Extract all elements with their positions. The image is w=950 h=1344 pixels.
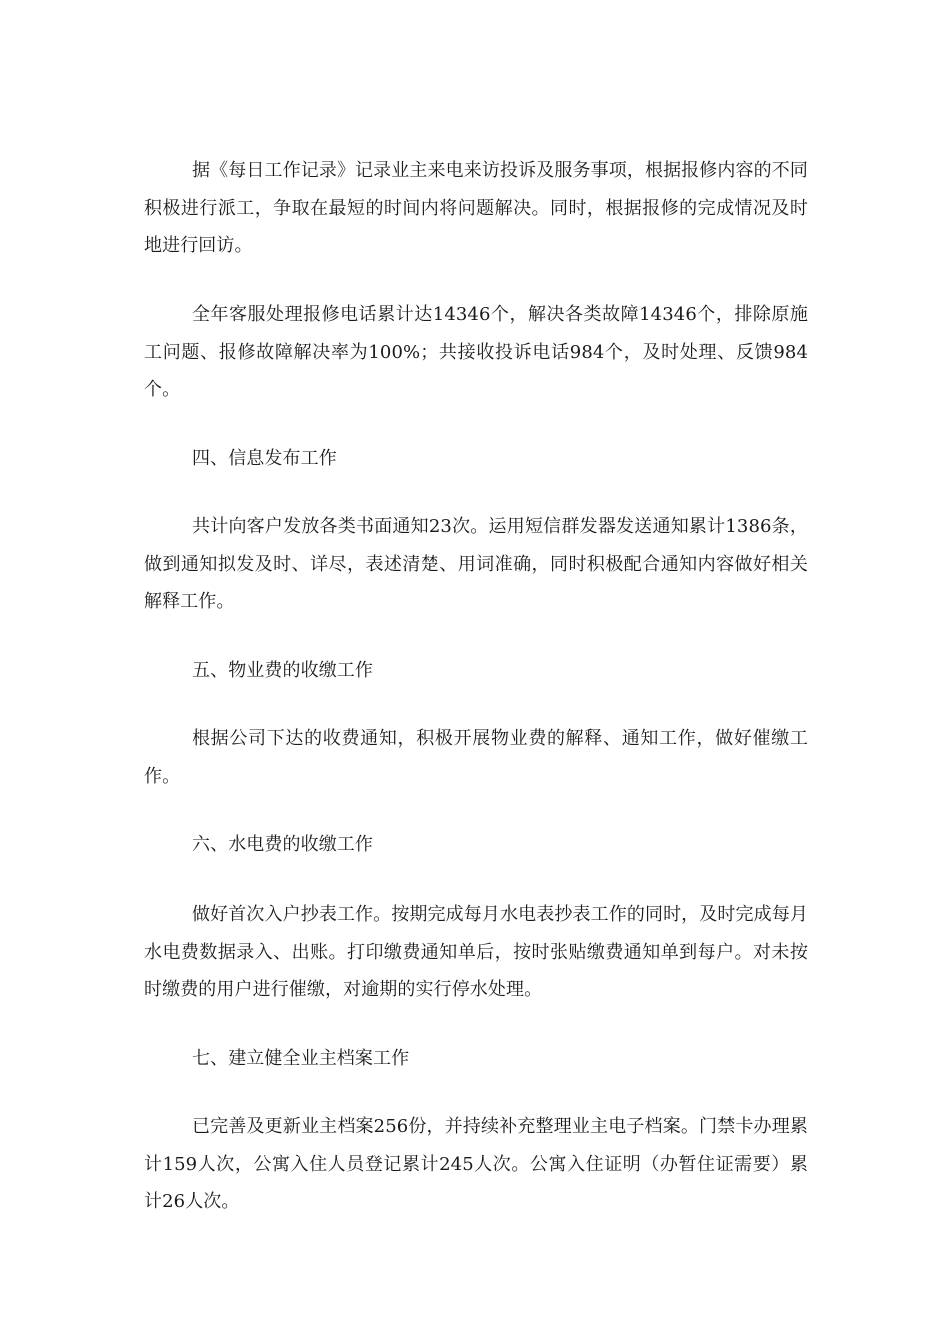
paragraph-owner-archives: 已完善及更新业主档案256份，并持续补充整理业主电子档案。门禁卡办理累计159人次，公寓入住人员登记累计245人次。公寓入住证明（办暂住证需要）累计26人次。 (144, 1116, 808, 1212)
paragraph-property-fee: 根据公司下达的收费通知，积极开展物业费的解释、通知工作，做好催缴工作。 (144, 728, 808, 787)
paragraph-utility-fee: 做好首次入户抄表工作。按期完成每月水电表抄表工作的同时，及时完成每月水电费数据录入、出账。打印缴费通知单后，按时张贴缴费通知单到每户。对未按时缴费的用户进行催缴，对逾期的实行停水处理。 (144, 904, 808, 1000)
heading-property-fee: 五、物业费的收缴工作 (192, 660, 373, 681)
heading-utility-fee: 六、水电费的收缴工作 (192, 834, 373, 855)
heading-owner-archives: 七、建立健全业主档案工作 (192, 1048, 410, 1069)
paragraph-repair-statistics: 全年客服处理报修电话累计达14346个，解决各类故障14346个，排除原施工问题、报修故障解决率为100%；共接收投诉电话984个，及时处理、反馈984个。 (144, 304, 808, 400)
heading-info-release: 四、信息发布工作 (192, 448, 337, 469)
paragraph-notices: 共计向客户发放各类书面通知23次。运用短信群发器发送通知累计1386条，做到通知拟发及时、详尽，表述清楚、用词准确，同时积极配合通知内容做好相关解释工作。 (144, 516, 808, 612)
paragraph-repair-dispatch: 据《每日工作记录》记录业主来电来访投诉及服务事项，根据报修内容的不同积极进行派工，争取在最短的时间内将问题解决。同时，根据报修的完成情况及时地进行回访。 (144, 160, 808, 256)
